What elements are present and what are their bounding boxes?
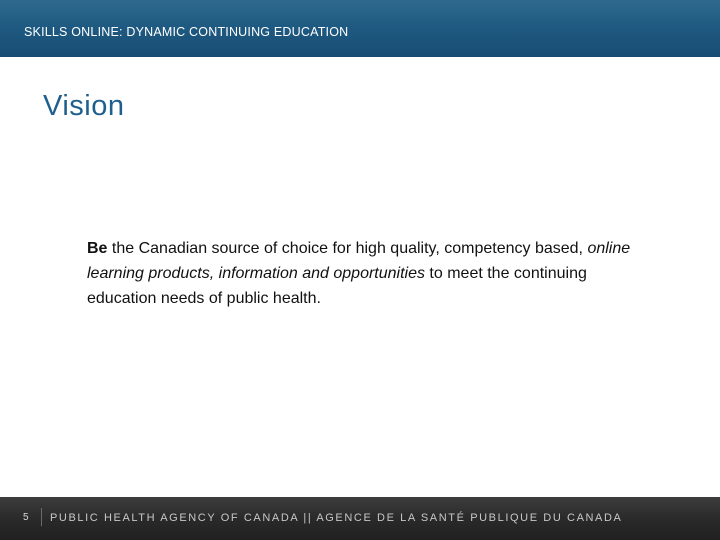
footer-agency-text: PUBLIC HEALTH AGENCY OF CANADA || AGENCE DE LA SANTÉ PUBLIQUE DU CANADA [50,512,623,524]
page-number: 5 [23,512,29,523]
vision-statement-ending: to meet the continuing education needs of public health. [87,265,587,307]
slide-title: Vision [43,90,125,122]
footer-band [0,497,720,540]
header-text: SKILLS ONLINE: DYNAMIC CONTINUING EDUCATION [24,25,349,39]
footer-divider [41,508,42,526]
vision-statement-text: the Canadian source of choice for high quality, competency based, [107,240,588,257]
vision-statement [87,236,647,311]
vision-statement-bold: Be [87,240,108,257]
vision-statement-italic: online learning products, information and opportunities [87,240,631,282]
header-band [0,0,720,57]
